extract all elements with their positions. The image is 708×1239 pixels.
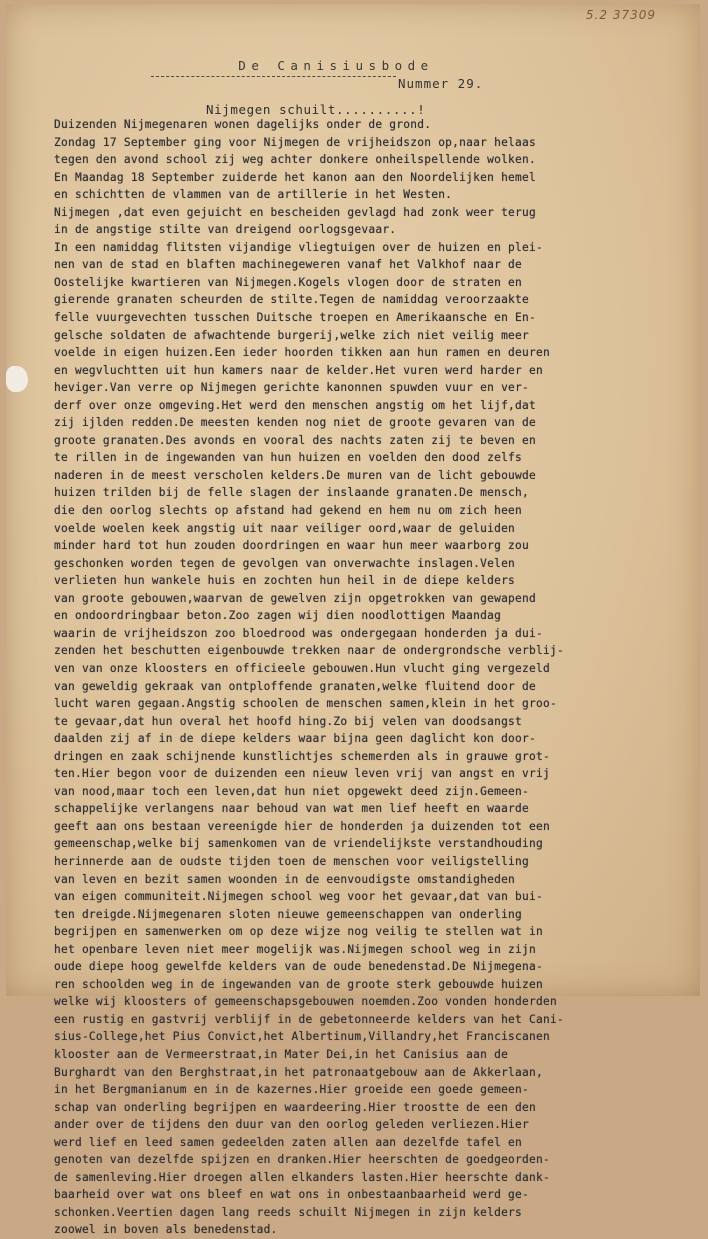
text-line: geschonken worden tegen de gevolgen van onverwachte inslagen.Velen [54,556,516,570]
text-line: van groote gebouwen,waarvan de gewelven zijn opgetrokken van gewapend [54,591,536,605]
text-line: sius-College,het Pius Convict,het Albertinum,Villandry,het Franciscanen [54,1030,550,1044]
text-line: herinnerde aan de oudste tijden toen de menschen voor veiligstelling [54,854,530,868]
text-line: en ondoordringbaar beton.Zoo zagen wij dien noodlottigen Maandag [54,609,502,623]
masthead-underline [151,76,396,77]
text-line: werd lief en leed samen gedeelden zaten allen aan dezelfde tafel en [54,1135,523,1149]
text-line: gierende granaten scheurden de stilte.Tegen de namiddag veroorzaakte [54,293,530,307]
text-line: felle vuurgevechten tusschen Duitsche troepen en Amerikaansche en En- [54,311,536,325]
text-line: ren schoolden weg in de ingewanden van de groote sterk gebouwde huizen [54,977,543,991]
text-line: nen van de stad en blaften machinegeweren vanaf het Valkhof naar de [54,258,523,272]
text-line: voelde woelen keek angstig uit naar veiliger oord,waar de geluiden [54,521,516,535]
text-line: geeft aan ons bestaan vereenigde hier de honderden ja duizenden tot een [54,819,550,833]
text-line: schappelijke verlangens naar behoud van wat men lief heeft en waarde [54,802,530,816]
text-line: genoten van dezelfde spijzen en dranken.Hier heerschten de goedgeorden- [54,1153,550,1167]
text-line: ander over de tijdens den duur van den oorlog geleden verliezen.Hier [54,1118,530,1132]
text-line: ven van onze kloosters en officieele gebouwen.Hun vlucht ging vergezeld [54,661,550,675]
text-line: van eigen communiteit.Nijmegen school weg voor het gevaar,dat van bui- [54,890,543,904]
text-line: schap van onderling begrijpen en waardeering.Hier troostte de een den [54,1100,536,1114]
text-line: lucht waren gegaan.Angstig schoolen de menschen samen,klein in het groo- [54,697,557,711]
text-line: en wegvluchtten uit hun kamers naar de kelder.Het vuren werd harder en [54,363,543,377]
text-line: oude diepe hoog gewelfde kelders van de oude benedenstad.De Nijmegena- [54,960,543,974]
text-line: derf over onze omgeving.Het werd den menschen angstig om het lijf,dat [54,398,536,412]
text-line: gelsche soldaten de afwachtende burgerij,welke zich niet veilig meer [54,328,530,342]
text-line: van geweldig gekraak van ontploffende granaten,welke fluitend door de [54,679,536,693]
text-line: En Maandag 18 September zuiderde het kanon aan den Noordelijken hemel [54,170,536,184]
text-line: Burghardt van den Berghstraat,in het patronaatgebouw aan de Akkerlaan, [54,1065,543,1079]
text-line: in het Bergmanianum en in de kazernes.Hier groeide een goede gemeen- [54,1083,530,1097]
text-line: in de angstige stilte van dreigend oorlogsgevaar. [54,223,397,237]
text-line: dringen en zaak schijnende kunstlichtjes schemerden als in grauwe grot- [54,749,550,763]
text-line: begrijpen en samenwerken om op deze wijze nog veilig te stellen wat in [54,925,543,939]
text-line: baarheid over wat ons bleef en wat ons in onbestaanbaarheid werd ge- [54,1188,530,1202]
text-line: In een namiddag flitsten vijandige vliegtuigen over de huizen en plei- [54,240,543,254]
text-line: naderen in de meest verscholen kelders.De muren van de licht gebouwde [54,468,536,482]
text-line: zij ijlden redden.De meesten kenden nog niet de groote gevaren van de [54,416,536,430]
newsletter-masthead: De Canisiusbode [238,58,434,73]
text-line: zoowel in boven als benedenstad. [54,1223,278,1237]
text-line: welke wij kloosters of gemeenschapsgebouwen noemden.Zoo vonden honderden [54,995,557,1009]
text-line: Zondag 17 September ging voor Nijmegen de vrijheidszon op,naar helaas [54,135,536,149]
text-line: huizen trilden bij de felle slagen der inslaande granaten.De mensch, [54,486,530,500]
text-line: te rillen in de ingewanden van hun huizen en voelden den dood zelfs [54,451,523,465]
text-line: van leven en bezit samen woonden in de eenvoudigste omstandigheden [54,872,516,886]
text-line: daalden zij af in de diepe kelders waar bijna geen daglicht kon door- [54,732,536,746]
text-line: van nood,maar toch een leven,dat hun niet opgewekt deed zijn.Gemeen- [54,784,530,798]
text-line: ten.Hier begon voor de duizenden een nieuw leven vrij van angst en vrij [54,767,550,781]
text-line: Duizenden Nijmegenaren wonen dagelijks onder de grond. [54,118,432,131]
text-line: en schichtten de vlammen van de artillerie in het Westen. [54,188,453,202]
text-line: een rustig en gastvrij verblijf in de gebetonneerde kelders van het Cani- [54,1012,564,1026]
text-line: ten dreigde.Nijmegenaren sloten nieuwe gemeenschappen van onderling [54,907,523,921]
text-line: tegen den avond school zij weg achter donkere onheilspellende wolken. [54,153,536,167]
text-line: verlieten hun wankele huis en zochten hun heil in de diepe kelders [54,574,516,588]
article-headline: Nijmegen schuilt..........! [206,102,426,117]
article-body [54,116,674,1239]
text-line: te gevaar,dat hun overal het hoofd hing.Zo bij velen van doodsangst [54,714,523,728]
archive-reference: 5.2 37309 [585,8,656,22]
text-line: waarin de vrijheidszon zoo bloedrood was ondergegaan honderden ja dui- [54,626,543,640]
text-line: die den oorlog slechts op afstand had gekend en hem nu om zich heen [54,504,523,518]
document-page [6,4,700,1237]
text-line: Nijmegen ,dat even gejuicht en bescheiden gevlagd had zonk weer terug [54,205,536,219]
text-line: groote granaten.Des avonds en vooral des nachts zaten zij te beven en [54,433,536,447]
issue-number: Nummer 29. [398,76,484,91]
text-line: schonken.Veertien dagen lang reeds schuilt Nijmegen in zijn kelders [54,1205,523,1219]
text-line: heviger.Van verre op Nijmegen gerichte kanonnen spuwden vuur en ver- [54,381,530,395]
text-line: zenden het beschutten eigenbouwde trekken naar de ondergrondsche verblij- [54,644,564,658]
text-line: voelde in eigen huizen.Een ieder hoorden tikken aan hun ramen en deuren [54,346,550,360]
text-line: het openbare leven niet meer mogelijk was.Nijmegen school weg in zijn [54,942,536,956]
text-line: Oostelijke kwartieren van Nijmegen.Kogels vlogen door de straten en [54,275,523,289]
text-line: klooster aan de Vermeerstraat,in Mater Dei,in het Canisius aan de [54,1047,509,1061]
text-line: gemeenschap,welke bij samenkomen van de vriendelijkste verstandhouding [54,837,543,851]
torn-edge-hole [6,366,28,392]
text-line: de samenleving.Hier droegen allen elkanders lasten.Hier heerschte dank- [54,1170,550,1184]
text-line: minder hard tot hun zouden doordringen en waar hun meer waarborg zou [54,539,530,553]
